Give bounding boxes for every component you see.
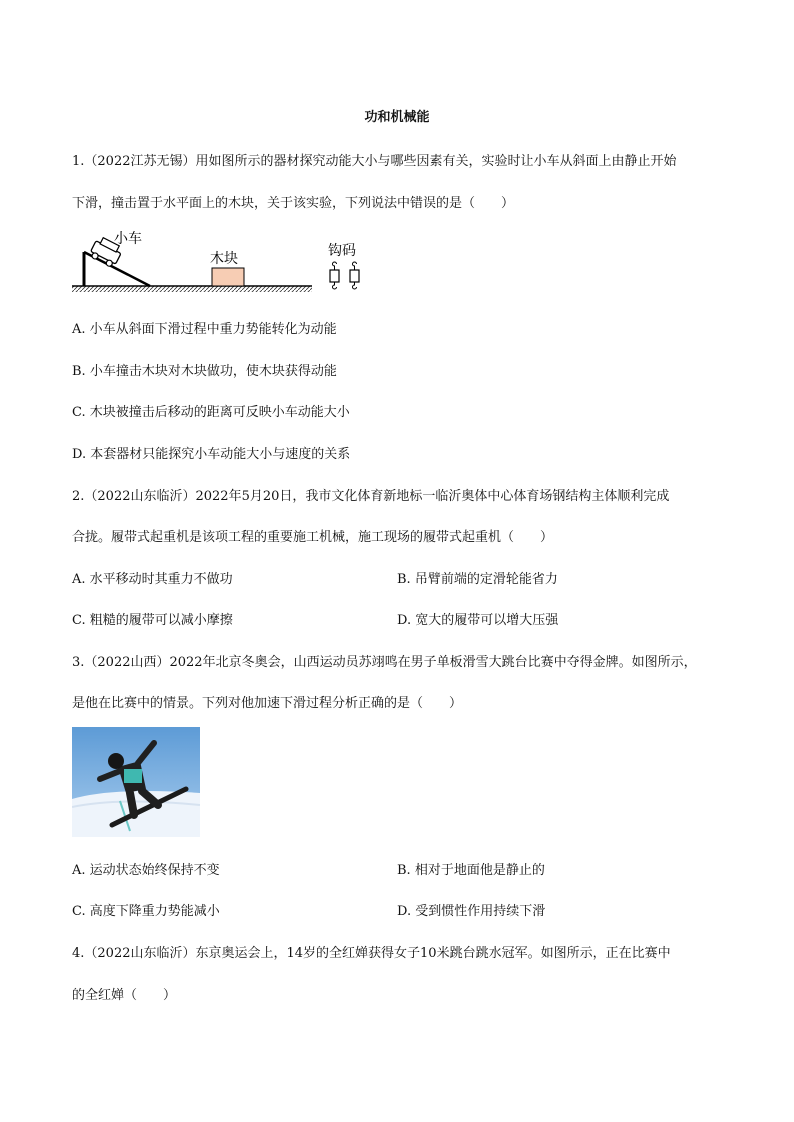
q1-option-b[interactable]: B. 小车撞击木块对木块做功，使木块获得动能 — [72, 364, 337, 379]
q2-option-b[interactable]: B. 吊臂前端的定滑轮能省力 — [397, 572, 558, 587]
hook-weight-icon — [350, 262, 359, 289]
q1-option-c[interactable]: C. 木块被撞击后移动的距离可反映小车动能大小 — [72, 405, 350, 420]
q3-option-c[interactable]: C. 高度下降重力势能减小 — [72, 904, 220, 919]
q3-option-b[interactable]: B. 相对于地面他是静止的 — [397, 863, 545, 878]
q2-option-c[interactable]: C. 粗糙的履带可以减小摩擦 — [72, 613, 233, 628]
hook-weight-icon — [330, 262, 339, 289]
q1-experiment-figure — [70, 226, 370, 298]
weights-label: 钩码 — [328, 243, 356, 259]
q2-option-d[interactable]: D. 宽大的履带可以增大压强 — [397, 613, 559, 628]
q3-option-a[interactable]: A. 运动状态始终保持不变 — [72, 863, 220, 878]
q1-stem-line1: 1.（2022江苏无锡）用如图所示的器材探究动能大小与哪些因素有关，实验时让小车从斜面上由静止开始 — [72, 154, 677, 169]
q1-option-d[interactable]: D. 本套器材只能探究小车动能大小与速度的关系 — [72, 447, 351, 462]
page-title: 功和机械能 — [364, 110, 430, 125]
q1-option-a[interactable]: A. 小车从斜面下滑过程中重力势能转化为动能 — [72, 322, 337, 337]
wood-block — [212, 268, 244, 286]
q2-option-a[interactable]: A. 水平移动时其重力不做功 — [72, 572, 233, 587]
q3-stem-line2: 是他在比赛中的情景。下列对他加速下滑过程分析正确的是（ ） — [72, 696, 463, 711]
q1-stem-line2: 下滑，撞击置于水平面上的木块，关于该实验，下列说法中错误的是（ ） — [72, 196, 515, 211]
q4-stem-line2: 的全红婵（ ） — [72, 988, 177, 1003]
q3-stem-line1: 3.（2022山西）2022年北京冬奥会，山西运动员苏翊鸣在男子单板滑雪大跳台比赛中夺得金牌。如图所示， — [72, 655, 697, 670]
snowboarder-photo — [72, 727, 200, 837]
cart-label: 小车 — [114, 231, 142, 247]
q2-stem-line1: 2.（2022山东临沂）2022年5月20日，我市文化体育新地标一临沂奥体中心体育场钢结构主体顺利完成 — [72, 489, 670, 504]
q4-stem-line1: 4.（2022山东临沂）东京奥运会上，14岁的全红婵获得女子10米跳台跳水冠军。如图所示，正在比赛中 — [72, 946, 671, 961]
q2-stem-line2: 合拢。履带式起重机是该项工程的重要施工机械，施工现场的履带式起重机（ ） — [72, 530, 554, 545]
ground-hatch — [72, 286, 312, 292]
q3-option-d[interactable]: D. 受到惯性作用持续下滑 — [397, 904, 546, 919]
block-label: 木块 — [210, 251, 238, 267]
